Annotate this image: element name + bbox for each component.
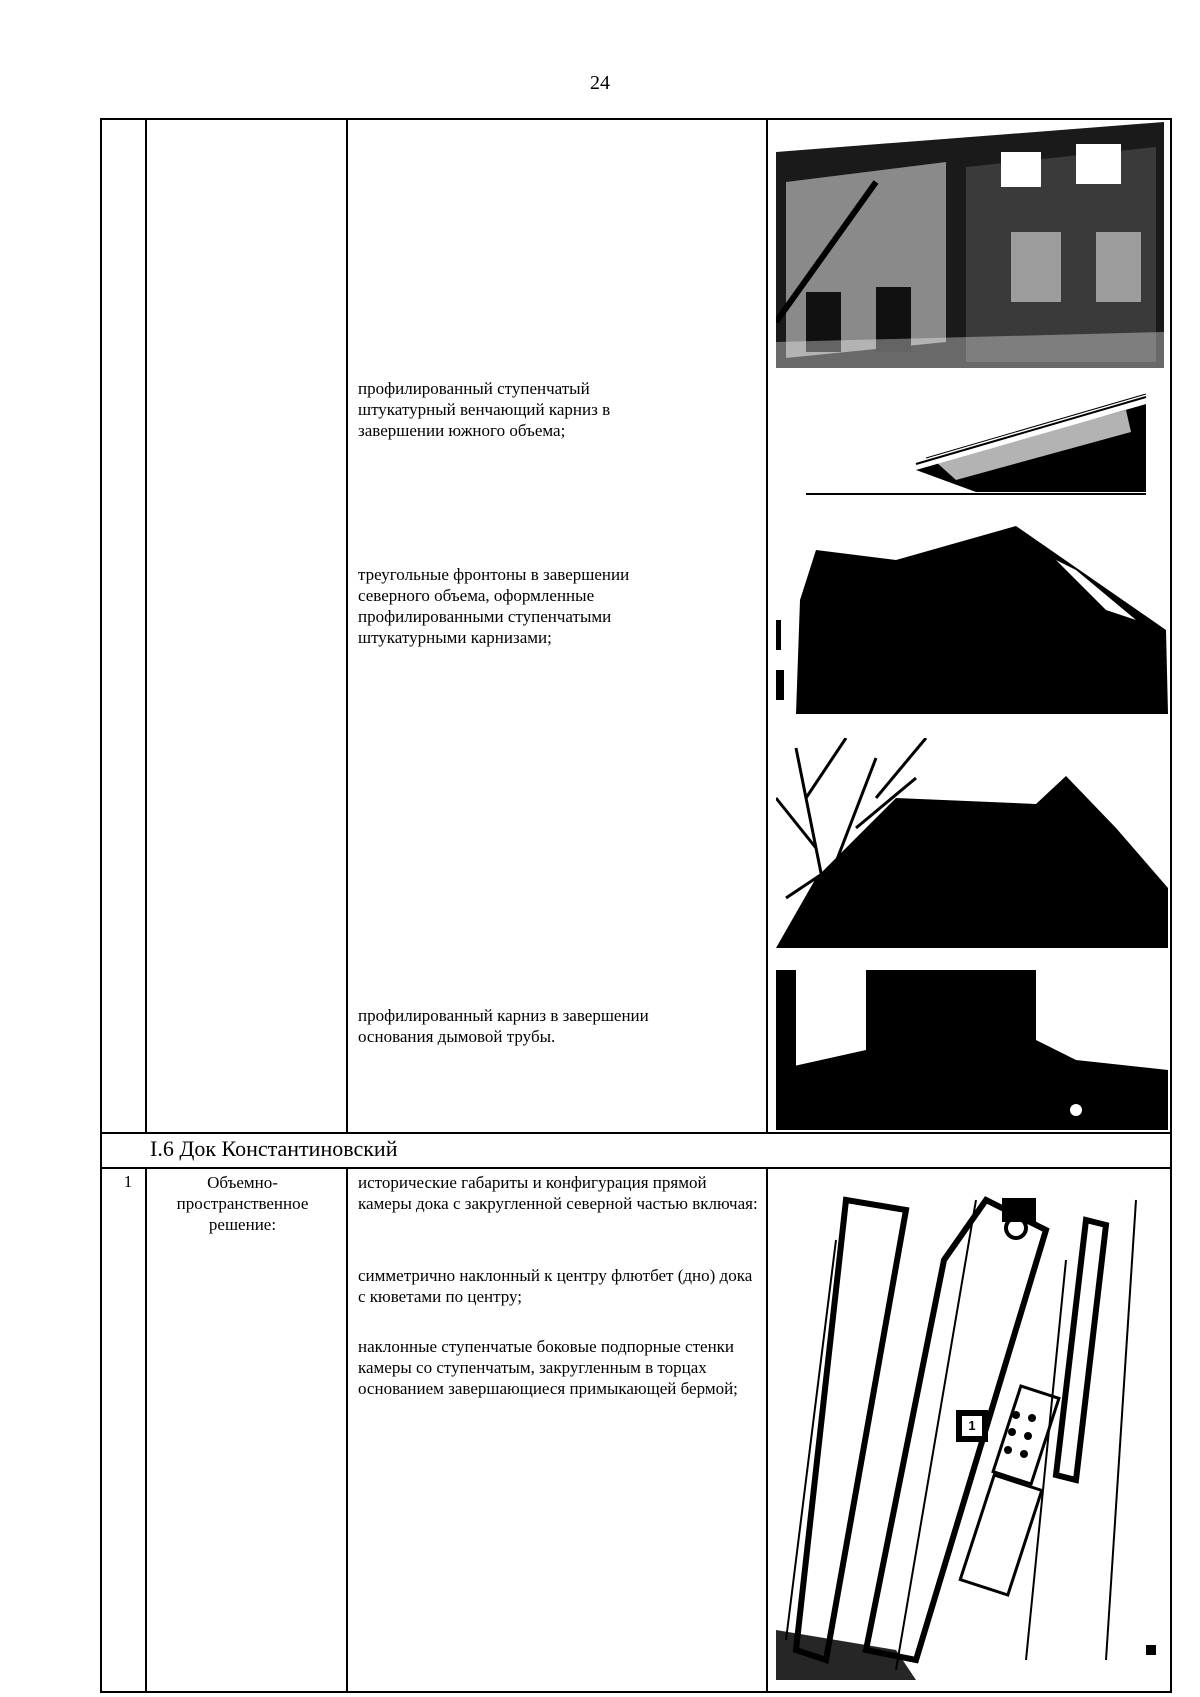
chimney-photo — [776, 970, 1168, 1130]
gable-with-trees-photo — [776, 738, 1168, 948]
gable-photo — [776, 520, 1168, 714]
dock-paragraph-3: наклонные ступенчатые боковые подпорные стенки камеры со ступенчатым, закругленным в торцах основанием завершающиеся примыкающей бермой; — [358, 1337, 738, 1398]
dock-paragraph-1: исторические габариты и конфигурация прямой камеры дока с закругленной северной частью включая: — [358, 1173, 758, 1213]
row-label: Объемно-пространственное решение: — [176, 1173, 309, 1234]
building-facade-photo — [776, 122, 1164, 368]
dock-site-plan — [776, 1180, 1168, 1680]
cornice-photo — [776, 392, 1164, 498]
chimney-description: профилированный карниз в завершении основания дымовой трубы. — [358, 1006, 649, 1046]
cornice-description: профилированный ступенчатый штукатурный венчающий карниз в завершении южного объема; — [358, 379, 611, 440]
section-title: I.6 Док Константиновский — [150, 1136, 398, 1161]
gables-description: треугольные фронтоны в завершении северного объема, оформленные профилированными ступенчатыми штукатурными карнизами; — [358, 565, 630, 647]
row-number: 1 — [123, 1172, 133, 1191]
dock-paragraph-2: симметрично наклонный к центру флютбет (дно) дока с кюветами по центру; — [358, 1266, 753, 1306]
map-marker: 1 — [968, 1418, 976, 1433]
page-number: 24 — [590, 72, 610, 94]
